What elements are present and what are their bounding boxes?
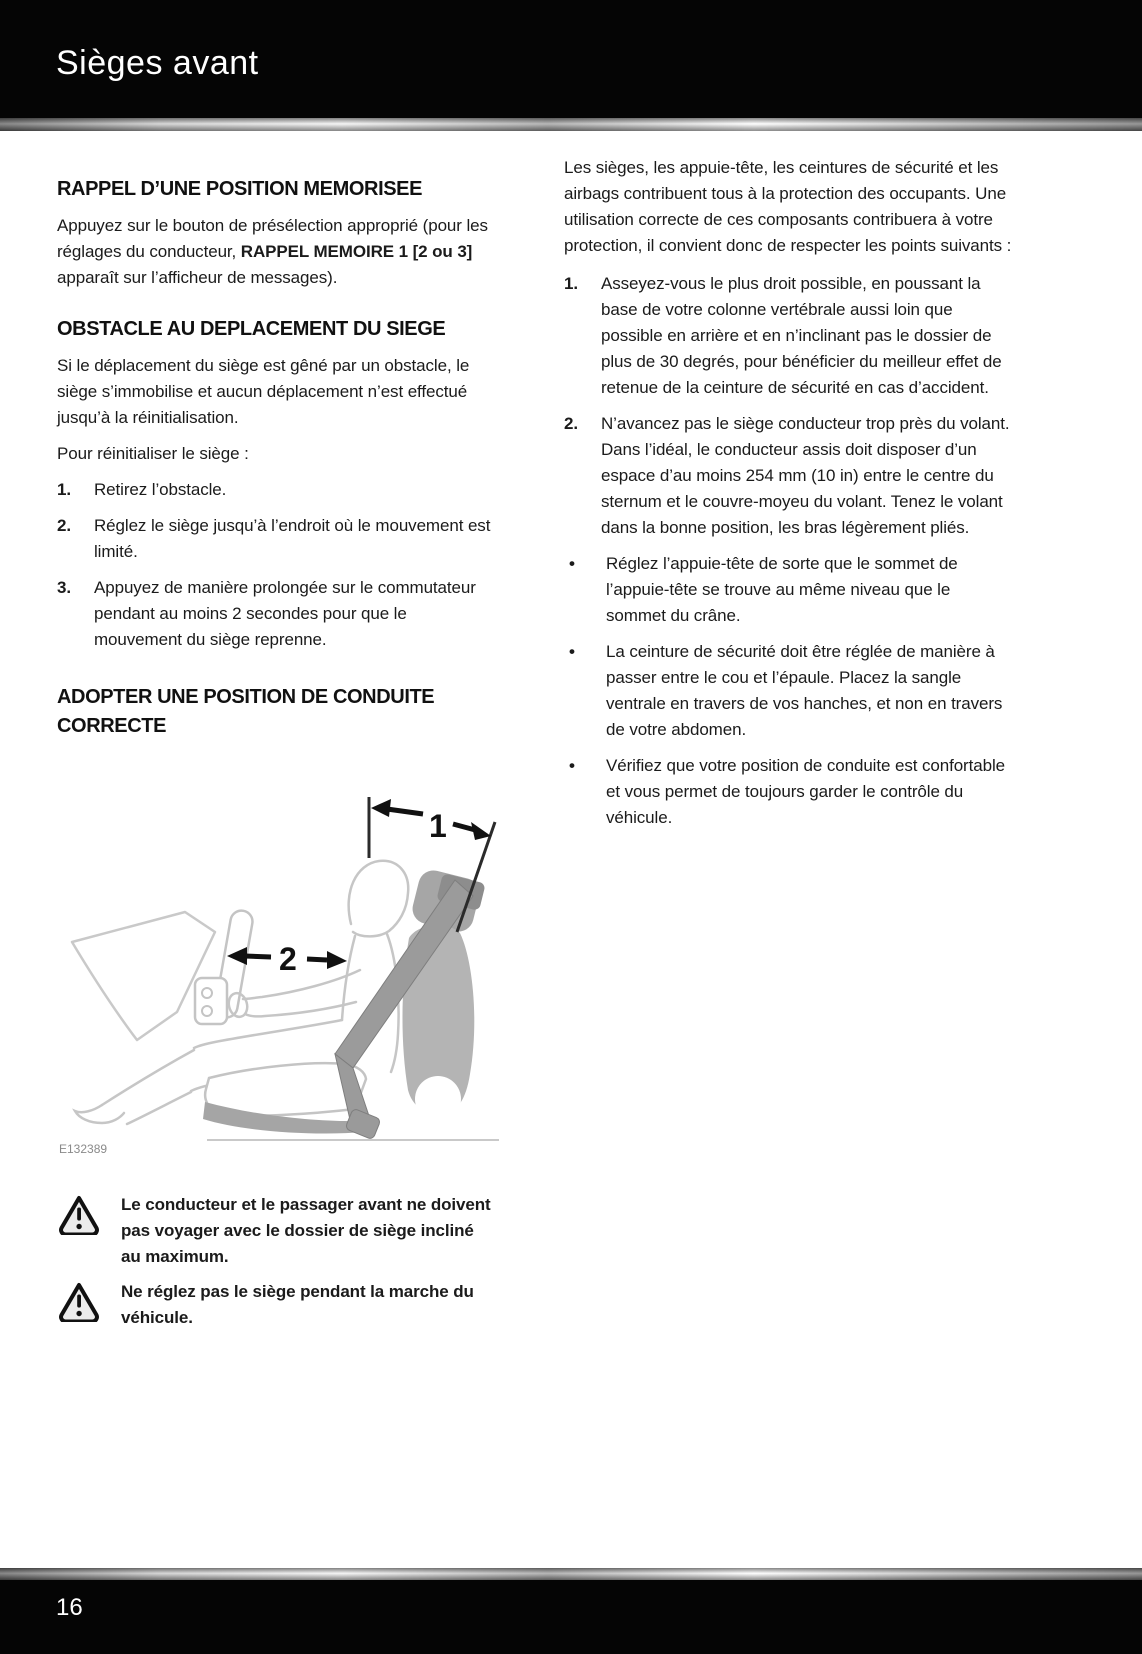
- right-column: [564, 155, 1014, 841]
- page-number: 16: [56, 1594, 83, 1621]
- list-text: Appuyez de manière prolongée sur le commutateur pendant au moins 2 secondes pour que le mouvement du siège reprenne.: [94, 578, 476, 649]
- figure-label-1: 1: [429, 808, 447, 844]
- warning-text: Ne réglez pas le siège pendant la marche du véhicule.: [121, 1282, 474, 1327]
- figure-label-2: 2: [279, 941, 297, 977]
- footer-bar: [0, 1580, 1142, 1654]
- list-item: [564, 411, 1014, 541]
- dashboard-outline: [72, 912, 215, 1040]
- left-column: [57, 175, 491, 1340]
- bullet-text: La ceinture de sécurité doit être réglée de manière à passer entre le cou et l’épaule. Placez la sangle ventrale en travers de vos hanches, et non en travers de votre abdomen.: [606, 642, 1003, 739]
- bullet-marker: •: [569, 756, 575, 775]
- metal-divider-top: [0, 118, 1142, 131]
- warning-triangle-icon: [57, 1192, 121, 1270]
- list-item: [564, 271, 1014, 401]
- metal-divider-bottom: [0, 1568, 1142, 1580]
- page-title: Sièges avant: [56, 44, 259, 82]
- bullet-text: Vérifiez que votre position de conduite est confortable et vous permet de toujours garder le contrôle du véhicule.: [606, 756, 1005, 827]
- list-number: 1.: [57, 480, 71, 499]
- list-item: [57, 513, 491, 565]
- warning-item: [57, 1192, 491, 1270]
- paragraph-rappel-part1: Appuyez sur le bouton de présélection approprié (pour les réglages du conducteur,: [57, 216, 488, 261]
- warning-item: [57, 1279, 491, 1331]
- paragraph-obstacle: Si le déplacement du siège est gêné par un obstacle, le siège s’immobilise et aucun déplacement n’est effectué jusqu’à la réinitialisation.: [57, 356, 470, 427]
- bullet-marker: •: [569, 642, 575, 661]
- bullet-item: [564, 551, 1014, 629]
- steering-column: [195, 978, 227, 1024]
- bullet-marker: •: [569, 554, 575, 573]
- paragraph-reinit-intro: Pour réinitialiser le siège :: [57, 444, 249, 463]
- list-text: Réglez le siège jusqu’à l’endroit où le mouvement est limité.: [94, 516, 491, 561]
- warning-text: Le conducteur et le passager avant ne doivent pas voyager avec le dossier de siège incliné au maximum.: [121, 1195, 491, 1266]
- bullet-item: [564, 753, 1014, 831]
- bullet-text: Réglez l’appuie-tête de sorte que le sommet de l’appuie-tête se trouve au même niveau que le sommet du crâne.: [606, 554, 958, 625]
- list-number: 2.: [564, 414, 578, 433]
- section-heading-adopter: ADOPTER UNE POSITION DE CONDUITE CORRECTE: [57, 686, 435, 737]
- warning-triangle-icon: [57, 1279, 121, 1331]
- warnings: [57, 1192, 491, 1331]
- list-text: N’avancez pas le siège conducteur trop près du volant. Dans l’idéal, le conducteur assis doit disposer d’un espace d’au moins 254 mm (10 in) entre le centre du sternum et le couvre-moyeu du volant. Tenez le volant dans la bonne position, les bras légèrement pliés.: [601, 414, 1010, 537]
- driving-position-illustration: [57, 762, 507, 1157]
- list-number: 1.: [564, 274, 578, 293]
- list-item: [57, 477, 491, 503]
- list-text: Asseyez-vous le plus droit possible, en poussant la base de votre colonne vertébrale aussi loin que possible en arrière et en n’inclinant pas le dossier de plus de 30 degrés, pour bénéficier du meilleur effet de retenue de la ceinture de sécurité en cas d’accident.: [601, 274, 1002, 397]
- section-heading-obstacle: OBSTACLE AU DEPLACEMENT DU SIEGE: [57, 318, 446, 340]
- paragraph-rappel-part3: apparaît sur l’afficheur de messages).: [57, 268, 338, 287]
- paragraph-rappel: [57, 213, 491, 291]
- list-number: 3.: [57, 578, 71, 597]
- list-text: Retirez l’obstacle.: [94, 480, 227, 499]
- intro-paragraph: Les sièges, les appuie-tête, les ceintures de sécurité et les airbags contribuent tous à la protection des occupants. Une utilisation correcte de ces composants contribuera à votre protection, il convient donc de respecter les points suivants :: [564, 158, 1012, 255]
- figure-code: E132389: [59, 1142, 108, 1156]
- paragraph-rappel-bold: RAPPEL MEMOIRE 1 [2 ou 3]: [240, 242, 473, 261]
- list-item: [57, 575, 491, 653]
- list-number: 2.: [57, 516, 71, 535]
- section-heading-rappel: RAPPEL D’UNE POSITION MEMORISEE: [57, 178, 423, 200]
- arrow-1: [371, 799, 491, 844]
- bullet-item: [564, 639, 1014, 743]
